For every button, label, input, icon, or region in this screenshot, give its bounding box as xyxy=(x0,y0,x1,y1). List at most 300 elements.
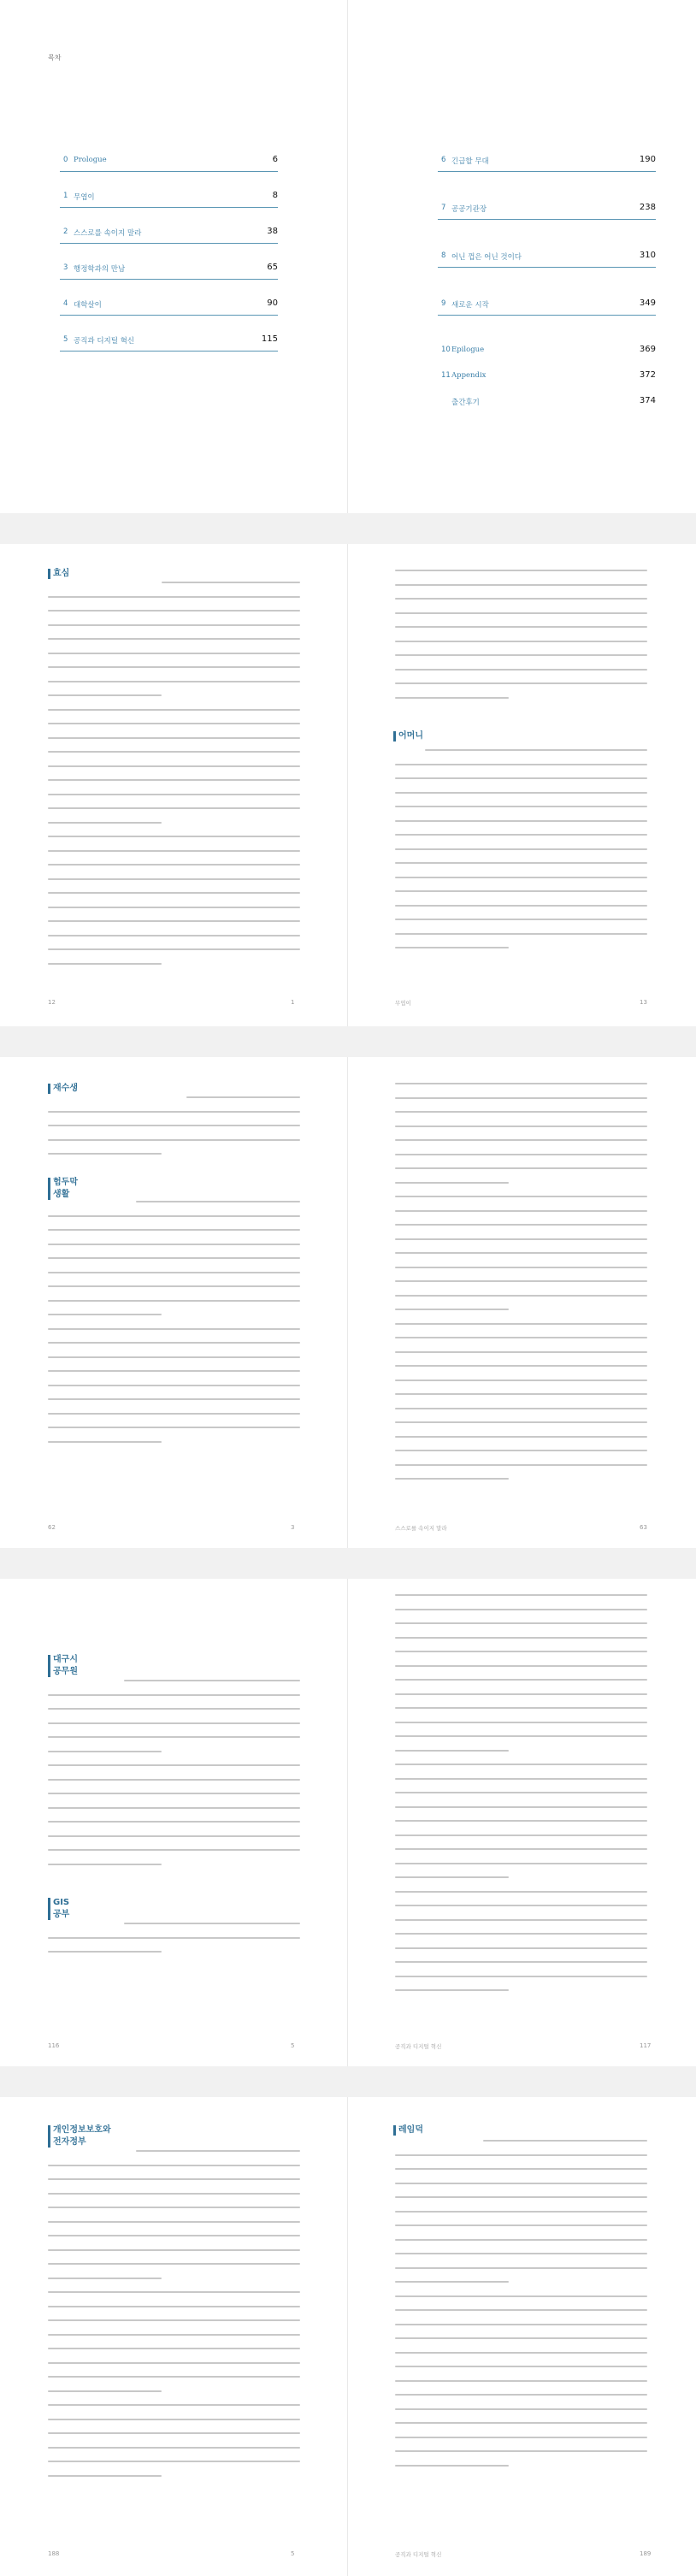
text-line xyxy=(48,610,300,612)
text-line xyxy=(186,1096,300,1098)
toc-page-number: 190 xyxy=(639,155,656,164)
section-heading xyxy=(53,2124,111,2148)
heading-text: 험두막 xyxy=(53,1178,78,1187)
text-line xyxy=(395,1609,647,1610)
text-line xyxy=(395,1267,647,1268)
text-line xyxy=(48,2249,300,2251)
toc-page-number: 115 xyxy=(261,334,278,344)
text-line xyxy=(395,1337,647,1338)
text-line xyxy=(48,1125,300,1126)
text-line xyxy=(395,682,647,684)
chapter-number: 3 xyxy=(291,1524,295,1531)
section-heading xyxy=(53,1897,69,1921)
toc-entry[interactable] xyxy=(60,334,278,349)
text-line xyxy=(395,1976,647,1977)
text-line xyxy=(48,1272,300,1273)
text-line xyxy=(395,697,509,699)
text-line xyxy=(48,1215,300,1217)
text-line xyxy=(395,641,647,642)
toc-chapter-title: 행정학과의 만남 xyxy=(74,265,126,274)
text-line xyxy=(48,751,300,753)
section-heading xyxy=(398,730,423,742)
text-line xyxy=(395,2154,647,2156)
text-line xyxy=(395,1947,647,1949)
text-line xyxy=(48,2419,300,2420)
text-line xyxy=(48,963,162,965)
text-line xyxy=(395,1961,647,1963)
heading-text: 전자정부 xyxy=(53,2137,86,2147)
toc-chapter-title: 긴급할 무대 xyxy=(451,157,489,166)
text-line xyxy=(48,2221,300,2223)
text-line xyxy=(395,1637,647,1639)
text-line xyxy=(395,1154,647,1155)
toc-chapter-title: Appendix xyxy=(451,371,487,380)
toc-rule xyxy=(60,207,278,208)
text-line xyxy=(395,626,647,628)
text-line xyxy=(395,1707,647,1709)
text-line xyxy=(48,1413,300,1415)
text-line xyxy=(48,1398,300,1400)
gutter xyxy=(347,544,348,1026)
page-number: 12 xyxy=(48,999,56,1006)
text-line xyxy=(395,1309,509,1310)
text-line xyxy=(48,1328,300,1330)
toc-chapter-number: 10 xyxy=(441,346,451,354)
toc-label: 목차 xyxy=(48,54,62,62)
text-line xyxy=(395,584,647,586)
section-heading xyxy=(53,568,69,580)
page-number: 63 xyxy=(640,1524,647,1531)
text-line xyxy=(48,892,300,894)
toc-chapter-number: 3 xyxy=(63,263,68,272)
heading-bar xyxy=(48,1655,50,1677)
toc-entry[interactable] xyxy=(438,298,656,313)
text-line xyxy=(395,1083,647,1084)
toc-page-number: 8 xyxy=(272,191,278,200)
section-heading xyxy=(53,1083,78,1095)
toc-entry[interactable] xyxy=(438,202,656,217)
text-line xyxy=(395,2295,647,2297)
text-line xyxy=(395,1679,647,1681)
text-line xyxy=(395,834,647,836)
text-line xyxy=(395,1450,647,1451)
toc-chapter-number: 8 xyxy=(441,251,446,260)
toc-entry[interactable] xyxy=(60,190,278,205)
text-line xyxy=(136,1201,300,1202)
text-line xyxy=(48,1793,300,1794)
text-line xyxy=(395,792,647,794)
text-line xyxy=(395,654,647,656)
text-line xyxy=(395,1421,647,1423)
spread-3 xyxy=(0,1579,696,2066)
toc-chapter-number: 11 xyxy=(441,371,451,380)
text-line xyxy=(395,2366,647,2367)
text-line xyxy=(395,570,647,571)
text-line xyxy=(48,2319,300,2321)
text-line xyxy=(395,2224,647,2226)
text-line xyxy=(48,1441,162,1443)
text-line xyxy=(395,1365,647,1367)
gutter xyxy=(347,2097,348,2576)
toc-page-number: 369 xyxy=(639,345,656,354)
text-line xyxy=(395,1238,647,1240)
toc-page-number: 349 xyxy=(639,298,656,308)
text-line xyxy=(395,1933,647,1935)
text-line xyxy=(48,723,300,724)
toc-rule xyxy=(60,279,278,280)
text-line xyxy=(395,1478,509,1480)
toc-chapter-title: 새로운 시작 xyxy=(451,301,489,310)
text-line xyxy=(425,749,647,751)
toc-rule xyxy=(60,351,278,352)
text-line xyxy=(395,2408,647,2410)
text-line xyxy=(395,2281,509,2283)
page-number: 117 xyxy=(640,2042,652,2049)
text-line xyxy=(48,709,300,711)
toc-entry[interactable] xyxy=(438,154,656,169)
text-line xyxy=(48,1370,300,1372)
text-line xyxy=(395,862,647,864)
heading-bar xyxy=(48,569,50,579)
text-line xyxy=(395,2380,647,2382)
text-line xyxy=(395,1863,647,1864)
text-line xyxy=(395,2324,647,2325)
text-line xyxy=(48,907,300,908)
gutter xyxy=(347,1057,348,1548)
text-line xyxy=(48,1694,300,1696)
toc-page-number: 238 xyxy=(639,203,656,212)
text-line xyxy=(395,848,647,850)
toc-page-number: 372 xyxy=(639,370,656,380)
text-line xyxy=(395,669,647,671)
toc-rule xyxy=(60,243,278,244)
text-line xyxy=(48,2207,300,2208)
text-line xyxy=(48,1385,300,1386)
text-line xyxy=(48,1864,162,1865)
text-line xyxy=(48,1937,300,1939)
section-heading xyxy=(53,1654,78,1678)
toc-rule xyxy=(438,219,656,220)
text-line xyxy=(48,836,300,837)
toc-chapter-title: 공공기관장 xyxy=(451,205,487,214)
chapter-number: 5 xyxy=(291,2042,295,2049)
text-line xyxy=(395,2267,647,2269)
toc-page-number: 310 xyxy=(639,251,656,260)
heading-text: 어머니 xyxy=(398,731,423,741)
text-line xyxy=(48,1835,300,1837)
text-line xyxy=(395,1408,647,1409)
text-line xyxy=(48,1751,162,1752)
text-line xyxy=(48,2334,300,2336)
toc-chapter-title: 어닌 껍은 어닌 것이다 xyxy=(451,253,522,262)
text-line xyxy=(124,1923,301,1924)
text-line xyxy=(395,1139,647,1141)
text-line xyxy=(395,1594,647,1596)
spread-2 xyxy=(0,1057,696,1548)
toc-entry[interactable] xyxy=(60,262,278,277)
toc-rule xyxy=(438,171,656,172)
running-head: 공직과 디지털 혁신 xyxy=(395,2551,442,2558)
text-line xyxy=(48,638,300,640)
text-line xyxy=(395,2183,647,2184)
text-line xyxy=(395,2239,647,2241)
text-line xyxy=(395,1905,647,1906)
text-line xyxy=(48,666,300,668)
toc-entry[interactable] xyxy=(438,250,656,265)
text-line xyxy=(48,2390,162,2392)
text-line xyxy=(48,624,300,626)
text-line xyxy=(395,1820,647,1822)
text-line xyxy=(395,2168,647,2170)
text-line xyxy=(395,2211,647,2213)
text-line xyxy=(48,2193,300,2195)
toc-entry[interactable] xyxy=(438,344,656,359)
text-line xyxy=(48,1779,300,1781)
text-line xyxy=(395,2196,647,2198)
page-gap xyxy=(0,1026,696,1057)
text-line xyxy=(48,850,300,852)
text-line xyxy=(395,1380,647,1381)
text-line xyxy=(395,1182,509,1184)
toc-entry[interactable] xyxy=(438,369,656,385)
text-line xyxy=(48,878,300,880)
text-line xyxy=(136,2150,300,2152)
text-line xyxy=(395,1876,509,1878)
text-line xyxy=(395,764,647,765)
toc-chapter-title: Epilogue xyxy=(451,346,485,354)
text-line xyxy=(48,1285,300,1287)
text-line xyxy=(395,2337,647,2339)
toc-chapter-title: 출간후기 xyxy=(451,399,480,407)
heading-bar xyxy=(48,2125,50,2148)
text-line xyxy=(48,765,300,767)
text-line xyxy=(395,1167,647,1169)
text-line xyxy=(395,612,647,614)
toc-entry[interactable] xyxy=(60,154,278,169)
heading-text: 재수생 xyxy=(53,1084,78,1093)
text-line xyxy=(48,2376,300,2378)
toc-chapter-number: 2 xyxy=(63,227,68,236)
toc-chapter-title: 공직과 디지털 혁신 xyxy=(74,337,135,346)
text-line xyxy=(48,2432,300,2434)
section-heading xyxy=(53,1177,78,1201)
toc-rule xyxy=(438,267,656,268)
spread-4 xyxy=(0,2097,696,2576)
toc-chapter-title: 무엽이 xyxy=(74,193,95,202)
text-line xyxy=(395,1848,647,1850)
heading-text: 공부 xyxy=(53,1910,70,1919)
text-line xyxy=(48,596,300,598)
text-line xyxy=(48,1244,300,1245)
text-line xyxy=(395,1097,647,1099)
heading-bar xyxy=(48,1178,50,1200)
text-line xyxy=(48,1427,300,1428)
text-line xyxy=(48,653,300,654)
toc-page-number: 90 xyxy=(267,298,278,308)
text-line xyxy=(48,694,162,696)
heading-text: GIS xyxy=(53,1898,70,1907)
text-line xyxy=(395,1351,647,1353)
text-line xyxy=(395,2253,647,2254)
heading-bar xyxy=(48,1898,50,1920)
text-line xyxy=(395,2352,647,2354)
heading-text: 개인정보보호와 xyxy=(53,2125,111,2135)
text-line xyxy=(395,1210,647,1212)
text-line xyxy=(48,2348,300,2349)
text-line xyxy=(395,2309,647,2311)
heading-text: 공무원 xyxy=(53,1667,78,1676)
toc-chapter-number: 9 xyxy=(441,299,446,308)
text-line xyxy=(395,1295,647,1297)
page-number: 62 xyxy=(48,1524,56,1531)
text-line xyxy=(48,1722,300,1724)
text-line xyxy=(48,2263,300,2265)
toc-entry[interactable] xyxy=(60,298,278,313)
section-heading xyxy=(398,2124,423,2136)
heading-text: 효심 xyxy=(53,569,70,578)
text-line xyxy=(395,1989,509,1991)
toc-rule xyxy=(60,171,278,172)
text-line xyxy=(395,947,509,948)
spread-1 xyxy=(0,544,696,1026)
text-line xyxy=(48,2178,300,2180)
toc-chapter-number: 4 xyxy=(63,299,68,308)
text-line xyxy=(48,2235,300,2236)
heading-text: 대구시 xyxy=(53,1655,78,1664)
toc-entry[interactable] xyxy=(438,395,656,411)
text-line xyxy=(48,1821,300,1823)
text-line xyxy=(395,1111,647,1113)
text-line xyxy=(48,864,300,866)
text-line xyxy=(395,1464,647,1466)
text-line xyxy=(395,2465,509,2467)
text-line xyxy=(48,1300,300,1302)
toc-rule xyxy=(60,315,278,316)
text-line xyxy=(48,1257,300,1259)
text-line xyxy=(48,1736,300,1738)
text-line xyxy=(48,1356,300,1358)
text-line xyxy=(395,1651,647,1652)
text-line xyxy=(395,1693,647,1695)
heading-text: 생활 xyxy=(53,1190,70,1199)
text-line xyxy=(48,1229,300,1231)
text-line xyxy=(48,1708,300,1710)
toc-rule xyxy=(438,315,656,316)
text-line xyxy=(48,1807,300,1809)
text-line xyxy=(48,2278,162,2279)
text-line xyxy=(395,919,647,920)
text-line xyxy=(48,1153,162,1155)
text-line xyxy=(48,1951,162,1953)
text-line xyxy=(395,1806,647,1808)
text-line xyxy=(48,2447,300,2449)
text-line xyxy=(395,820,647,822)
page-number: 116 xyxy=(48,2042,60,2049)
toc-chapter-number: 0 xyxy=(63,156,68,164)
toc-chapter-title: Prologue xyxy=(74,156,107,164)
text-line xyxy=(124,1680,301,1681)
text-line xyxy=(395,1764,647,1765)
running-head: 공직과 디지털 혁신 xyxy=(395,2043,442,2050)
page-number: 188 xyxy=(48,2550,60,2557)
toc-chapter-number: 7 xyxy=(441,204,446,212)
text-line xyxy=(395,1393,647,1395)
heading-bar xyxy=(393,731,396,741)
text-line xyxy=(48,2404,300,2406)
text-line xyxy=(48,794,300,795)
toc-chapter-number: 5 xyxy=(63,335,68,344)
text-line xyxy=(395,1665,647,1667)
text-line xyxy=(395,598,647,600)
text-line xyxy=(395,1252,647,1254)
text-line xyxy=(48,2461,300,2462)
text-line xyxy=(48,1111,300,1113)
text-line xyxy=(395,2422,647,2424)
text-line xyxy=(48,737,300,739)
gutter xyxy=(347,0,348,513)
text-line xyxy=(395,2437,647,2438)
text-line xyxy=(395,1778,647,1780)
text-line xyxy=(395,1919,647,1921)
text-line xyxy=(395,1196,647,1197)
text-line xyxy=(395,1323,647,1325)
text-line xyxy=(48,2475,162,2477)
running-head: 스스로를 속이지 말라 xyxy=(395,1525,447,1532)
page-gap xyxy=(0,2066,696,2097)
text-line xyxy=(48,2291,300,2293)
text-line xyxy=(395,1622,647,1624)
chapter-number: 1 xyxy=(291,999,295,1006)
text-line xyxy=(162,582,300,583)
toc-chapter-title: 스스로를 속이지 말라 xyxy=(74,229,142,238)
text-line xyxy=(48,920,300,922)
heading-bar xyxy=(48,1084,50,1094)
toc-page-number: 374 xyxy=(639,396,656,405)
text-line xyxy=(48,779,300,781)
text-line xyxy=(395,1750,509,1752)
page-number: 13 xyxy=(640,999,647,1006)
text-line xyxy=(395,1224,647,1226)
text-line xyxy=(395,1722,647,1723)
toc-page-number: 65 xyxy=(267,263,278,272)
text-line xyxy=(48,1139,300,1141)
toc-chapter-number: 1 xyxy=(63,192,68,200)
text-line xyxy=(395,1280,647,1282)
text-line xyxy=(48,822,162,824)
text-line xyxy=(395,905,647,907)
toc-page-number: 6 xyxy=(272,155,278,164)
text-line xyxy=(395,2394,647,2396)
text-line xyxy=(48,1849,300,1851)
text-line xyxy=(48,1314,162,1315)
text-line xyxy=(395,1792,647,1793)
text-line xyxy=(48,2306,300,2307)
running-head: 무엽이 xyxy=(395,1000,411,1007)
heading-bar xyxy=(393,2125,396,2136)
toc-spread xyxy=(0,0,696,513)
text-line xyxy=(395,933,647,935)
text-line xyxy=(48,948,300,950)
text-line xyxy=(395,890,647,892)
page-gap xyxy=(0,1548,696,1579)
text-line xyxy=(395,1735,647,1737)
toc-entry[interactable] xyxy=(60,226,278,241)
text-line xyxy=(48,2165,300,2166)
text-line xyxy=(48,2362,300,2364)
toc-chapter-number: 6 xyxy=(441,156,446,164)
text-line xyxy=(395,1835,647,1836)
text-line xyxy=(395,1891,647,1893)
